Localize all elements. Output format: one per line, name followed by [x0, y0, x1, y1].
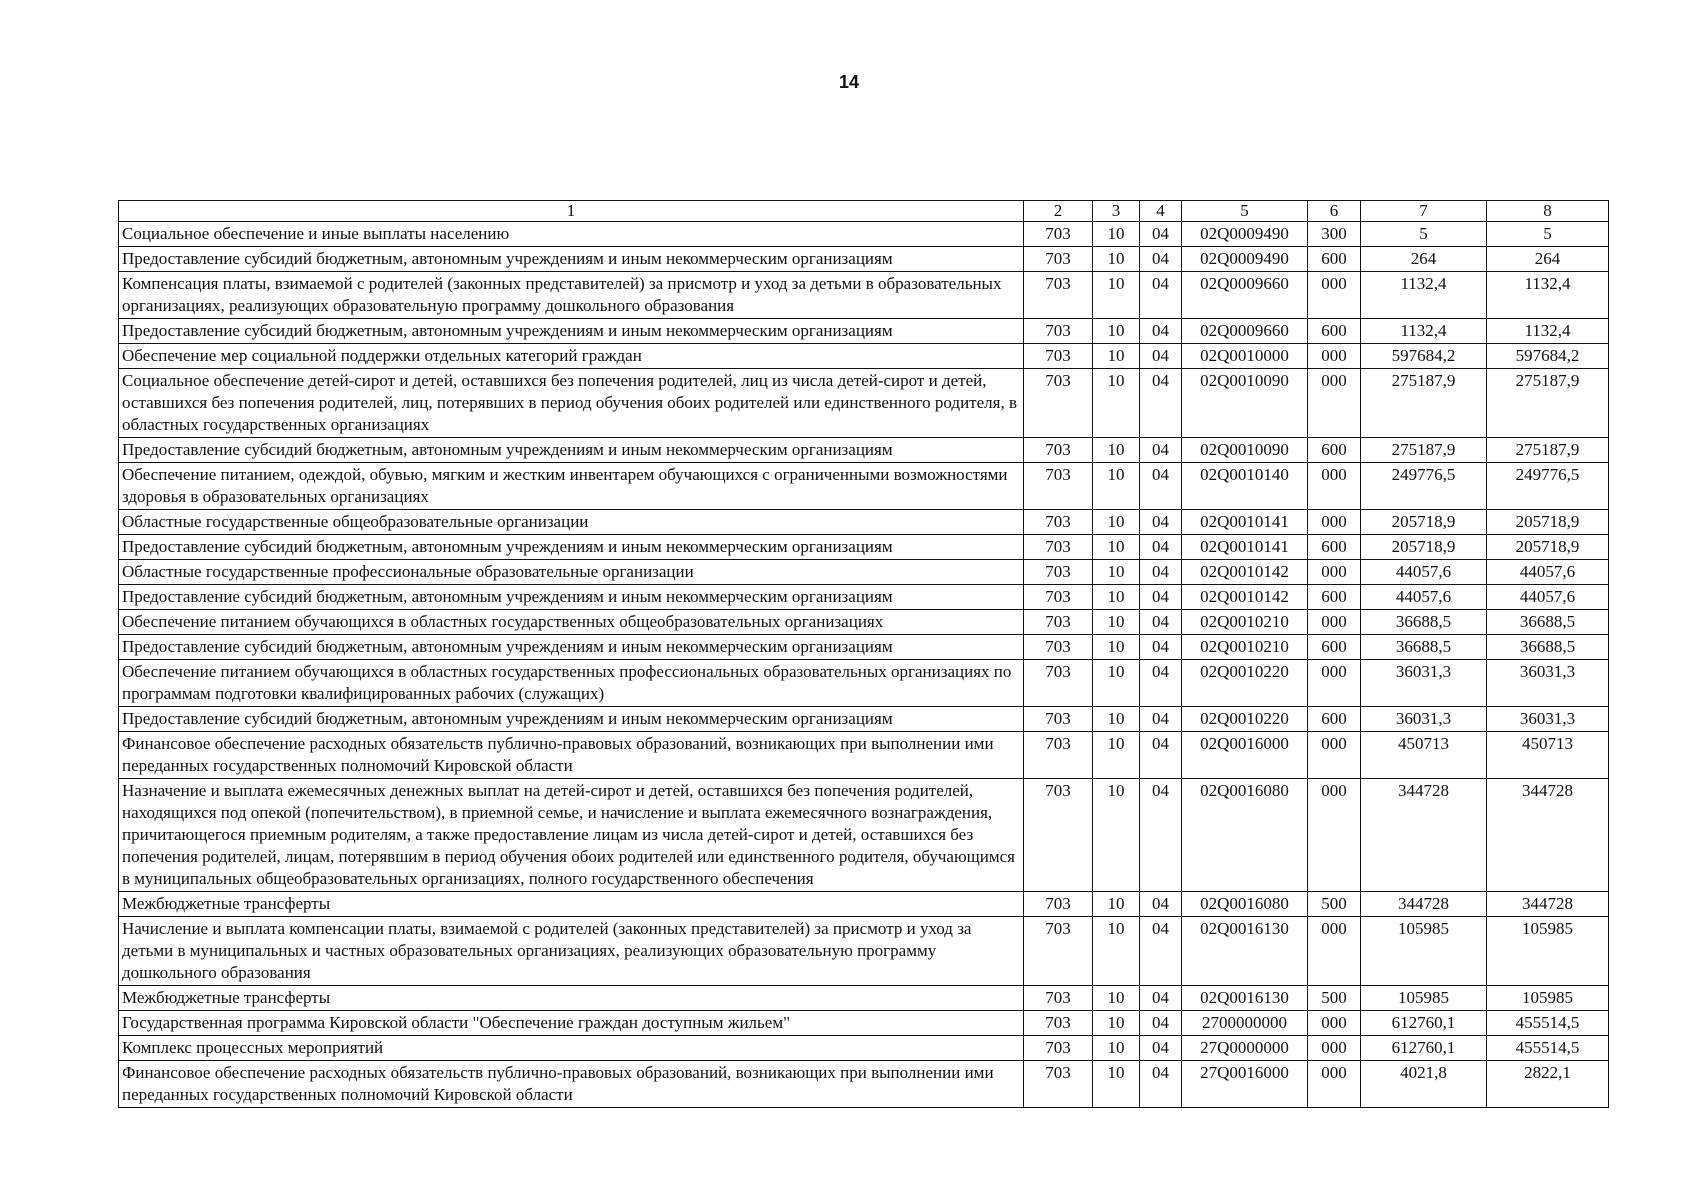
target-cell: 02Q0010220: [1182, 707, 1308, 732]
table-row: [119, 222, 1609, 247]
subsection-cell: 04: [1140, 1036, 1182, 1061]
section-cell: 10: [1093, 779, 1140, 892]
type-cell: 000: [1308, 463, 1361, 510]
type-cell: 000: [1308, 369, 1361, 438]
section-cell: 10: [1093, 510, 1140, 535]
type-cell: 000: [1308, 1061, 1361, 1108]
table-row: [119, 660, 1609, 707]
code-cell: 703: [1024, 610, 1093, 635]
type-cell: 000: [1308, 917, 1361, 986]
type-cell: 600: [1308, 635, 1361, 660]
name-cell: Областные государственные профессиональные образовательные организации: [119, 560, 1024, 585]
amount-cell: 36688,5: [1487, 635, 1609, 660]
subsection-cell: 04: [1140, 1061, 1182, 1108]
name-cell: Финансовое обеспечение расходных обязательств публично-правовых образований, возникающих при выполнении ими переданных государственных полномочий Кировской области: [119, 1061, 1024, 1108]
subsection-cell: 04: [1140, 463, 1182, 510]
name-cell: Обеспечение мер социальной поддержки отдельных категорий граждан: [119, 344, 1024, 369]
section-cell: 10: [1093, 892, 1140, 917]
section-cell: 10: [1093, 222, 1140, 247]
subsection-cell: 04: [1140, 635, 1182, 660]
amount-cell: 597684,2: [1361, 344, 1487, 369]
name-cell: Предоставление субсидий бюджетным, автономным учреждениям и иным некоммерческим организациям: [119, 635, 1024, 660]
amount-cell: 36031,3: [1487, 707, 1609, 732]
name-cell: Межбюджетные трансферты: [119, 986, 1024, 1011]
table-row: [119, 732, 1609, 779]
code-cell: 703: [1024, 1011, 1093, 1036]
amount-cell: 105985: [1487, 986, 1609, 1011]
type-cell: 600: [1308, 247, 1361, 272]
amount-cell: 5: [1487, 222, 1609, 247]
target-cell: 02Q0016080: [1182, 892, 1308, 917]
budget-table: [118, 200, 1609, 1108]
name-cell: Начисление и выплата компенсации платы, взимаемой с родителей (законных представителей) за присмотр и уход за детьми в муниципальных и частных образовательных организациях, реализующих образовательную программу дошкольного образования: [119, 917, 1024, 986]
table-row: [119, 463, 1609, 510]
target-cell: 02Q0009490: [1182, 247, 1308, 272]
amount-cell: 36031,3: [1361, 707, 1487, 732]
amount-cell: 44057,6: [1487, 560, 1609, 585]
type-cell: 000: [1308, 1036, 1361, 1061]
name-cell: Обеспечение питанием обучающихся в областных государственных общеобразовательных организациях: [119, 610, 1024, 635]
target-cell: 02Q0010142: [1182, 560, 1308, 585]
name-cell: Предоставление субсидий бюджетным, автономным учреждениям и иным некоммерческим организациям: [119, 247, 1024, 272]
amount-cell: 205718,9: [1361, 510, 1487, 535]
name-cell: Межбюджетные трансферты: [119, 892, 1024, 917]
name-cell: Назначение и выплата ежемесячных денежных выплат на детей-сирот и детей, оставшихся без попечения родителей, находящихся под опекой (попечительством), в приемной семье, и начисление и выплата ежемесячного вознаграждения, причитающегося приемным родителям, а также предоставление лицам из числа детей-сирот и детей, оставшихся без попечения родителей, лицам, потерявшим в период обучения обоих родителей или единственного родителя, обучающимся в муниципальных общеобразовательных организациях, полного государственного обеспечения: [119, 779, 1024, 892]
header-cell: 6: [1308, 201, 1361, 222]
code-cell: 703: [1024, 732, 1093, 779]
amount-cell: 264: [1361, 247, 1487, 272]
target-cell: 02Q0010210: [1182, 610, 1308, 635]
subsection-cell: 04: [1140, 560, 1182, 585]
target-cell: 02Q0009490: [1182, 222, 1308, 247]
section-cell: 10: [1093, 917, 1140, 986]
subsection-cell: 04: [1140, 438, 1182, 463]
amount-cell: 36031,3: [1487, 660, 1609, 707]
target-cell: 02Q0010141: [1182, 535, 1308, 560]
code-cell: 703: [1024, 369, 1093, 438]
type-cell: 600: [1308, 319, 1361, 344]
table-row: [119, 585, 1609, 610]
section-cell: 10: [1093, 272, 1140, 319]
table-row: [119, 986, 1609, 1011]
amount-cell: 2822,1: [1487, 1061, 1609, 1108]
code-cell: 703: [1024, 247, 1093, 272]
target-cell: 02Q0009660: [1182, 272, 1308, 319]
amount-cell: 1132,4: [1487, 272, 1609, 319]
code-cell: 703: [1024, 1036, 1093, 1061]
type-cell: 600: [1308, 535, 1361, 560]
name-cell: Предоставление субсидий бюджетным, автономным учреждениям и иным некоммерческим организациям: [119, 319, 1024, 344]
subsection-cell: 04: [1140, 732, 1182, 779]
type-cell: 000: [1308, 779, 1361, 892]
amount-cell: 249776,5: [1361, 463, 1487, 510]
code-cell: 703: [1024, 438, 1093, 463]
target-cell: 27Q0016000: [1182, 1061, 1308, 1108]
amount-cell: 36688,5: [1361, 635, 1487, 660]
amount-cell: 344728: [1487, 779, 1609, 892]
subsection-cell: 04: [1140, 660, 1182, 707]
target-cell: 02Q0010210: [1182, 635, 1308, 660]
header-cell: 4: [1140, 201, 1182, 222]
target-cell: 2700000000: [1182, 1011, 1308, 1036]
amount-cell: 5: [1361, 222, 1487, 247]
subsection-cell: 04: [1140, 247, 1182, 272]
name-cell: Предоставление субсидий бюджетным, автономным учреждениям и иным некоммерческим организациям: [119, 585, 1024, 610]
amount-cell: 4021,8: [1361, 1061, 1487, 1108]
amount-cell: 264: [1487, 247, 1609, 272]
section-cell: 10: [1093, 635, 1140, 660]
type-cell: 000: [1308, 344, 1361, 369]
type-cell: 000: [1308, 272, 1361, 319]
name-cell: Государственная программа Кировской области "Обеспечение граждан доступным жильем": [119, 1011, 1024, 1036]
page-number: 14: [838, 72, 860, 92]
target-cell: 02Q0016130: [1182, 917, 1308, 986]
code-cell: 703: [1024, 892, 1093, 917]
amount-cell: 612760,1: [1361, 1036, 1487, 1061]
amount-cell: 344728: [1487, 892, 1609, 917]
subsection-cell: 04: [1140, 779, 1182, 892]
amount-cell: 1132,4: [1361, 319, 1487, 344]
table-row: [119, 560, 1609, 585]
section-cell: 10: [1093, 986, 1140, 1011]
target-cell: 02Q0016080: [1182, 779, 1308, 892]
code-cell: 703: [1024, 635, 1093, 660]
table-row: [119, 1036, 1609, 1061]
type-cell: 500: [1308, 892, 1361, 917]
section-cell: 10: [1093, 247, 1140, 272]
table-row: [119, 319, 1609, 344]
subsection-cell: 04: [1140, 510, 1182, 535]
name-cell: Финансовое обеспечение расходных обязательств публично-правовых образований, возникающих при выполнении ими переданных государственных полномочий Кировской области: [119, 732, 1024, 779]
target-cell: 02Q0010090: [1182, 438, 1308, 463]
amount-cell: 344728: [1361, 892, 1487, 917]
table-row: [119, 779, 1609, 892]
section-cell: 10: [1093, 660, 1140, 707]
header-cell: 3: [1093, 201, 1140, 222]
amount-cell: 275187,9: [1361, 438, 1487, 463]
subsection-cell: 04: [1140, 917, 1182, 986]
target-cell: 02Q0016000: [1182, 732, 1308, 779]
type-cell: 600: [1308, 438, 1361, 463]
name-cell: Предоставление субсидий бюджетным, автономным учреждениям и иным некоммерческим организациям: [119, 535, 1024, 560]
target-cell: 02Q0010141: [1182, 510, 1308, 535]
type-cell: 000: [1308, 560, 1361, 585]
type-cell: 600: [1308, 707, 1361, 732]
name-cell: Социальное обеспечение и иные выплаты населению: [119, 222, 1024, 247]
amount-cell: 105985: [1361, 917, 1487, 986]
name-cell: Социальное обеспечение детей-сирот и детей, оставшихся без попечения родителей, лиц из числа детей-сирот и детей, оставшихся без попечения родителей, лиц, потерявших в период обучения обоих родителей или единственного родителя, в областных государственных организациях: [119, 369, 1024, 438]
name-cell: Предоставление субсидий бюджетным, автономным учреждениям и иным некоммерческим организациям: [119, 707, 1024, 732]
type-cell: 600: [1308, 585, 1361, 610]
amount-cell: 1132,4: [1361, 272, 1487, 319]
section-cell: 10: [1093, 1061, 1140, 1108]
amount-cell: 36031,3: [1361, 660, 1487, 707]
name-cell: Комплекс процессных мероприятий: [119, 1036, 1024, 1061]
target-cell: 02Q0010220: [1182, 660, 1308, 707]
header-cell: 8: [1487, 201, 1609, 222]
target-cell: 02Q0010140: [1182, 463, 1308, 510]
amount-cell: 455514,5: [1487, 1011, 1609, 1036]
code-cell: 703: [1024, 660, 1093, 707]
amount-cell: 44057,6: [1487, 585, 1609, 610]
subsection-cell: 04: [1140, 369, 1182, 438]
section-cell: 10: [1093, 369, 1140, 438]
amount-cell: 36688,5: [1487, 610, 1609, 635]
code-cell: 703: [1024, 535, 1093, 560]
table-row: [119, 535, 1609, 560]
amount-cell: 36688,5: [1361, 610, 1487, 635]
amount-cell: 105985: [1361, 986, 1487, 1011]
name-cell: Областные государственные общеобразовательные организации: [119, 510, 1024, 535]
section-cell: 10: [1093, 463, 1140, 510]
subsection-cell: 04: [1140, 892, 1182, 917]
table-header-row: [119, 201, 1609, 222]
code-cell: 703: [1024, 986, 1093, 1011]
target-cell: 27Q0000000: [1182, 1036, 1308, 1061]
subsection-cell: 04: [1140, 535, 1182, 560]
table-row: [119, 247, 1609, 272]
amount-cell: 205718,9: [1487, 535, 1609, 560]
target-cell: 02Q0010142: [1182, 585, 1308, 610]
table-body: [119, 201, 1609, 1108]
table-row: [119, 892, 1609, 917]
subsection-cell: 04: [1140, 707, 1182, 732]
amount-cell: 455514,5: [1487, 1036, 1609, 1061]
section-cell: 10: [1093, 610, 1140, 635]
amount-cell: 44057,6: [1361, 560, 1487, 585]
subsection-cell: 04: [1140, 222, 1182, 247]
header-cell: 5: [1182, 201, 1308, 222]
header-cell: 2: [1024, 201, 1093, 222]
section-cell: 10: [1093, 732, 1140, 779]
code-cell: 703: [1024, 319, 1093, 344]
code-cell: 703: [1024, 1061, 1093, 1108]
subsection-cell: 04: [1140, 585, 1182, 610]
table-row: [119, 510, 1609, 535]
section-cell: 10: [1093, 438, 1140, 463]
header-cell: 1: [119, 201, 1024, 222]
table-row: [119, 1061, 1609, 1108]
target-cell: 02Q0009660: [1182, 319, 1308, 344]
amount-cell: 1132,4: [1487, 319, 1609, 344]
target-cell: 02Q0010000: [1182, 344, 1308, 369]
table-row: [119, 1011, 1609, 1036]
target-cell: 02Q0016130: [1182, 986, 1308, 1011]
code-cell: 703: [1024, 222, 1093, 247]
amount-cell: 612760,1: [1361, 1011, 1487, 1036]
type-cell: 500: [1308, 986, 1361, 1011]
name-cell: Компенсация платы, взимаемой с родителей (законных представителей) за присмотр и уход за детьми в образовательных организациях, реализующих образовательную программу дошкольного образования: [119, 272, 1024, 319]
amount-cell: 105985: [1487, 917, 1609, 986]
type-cell: 000: [1308, 510, 1361, 535]
section-cell: 10: [1093, 319, 1140, 344]
table-row: [119, 610, 1609, 635]
amount-cell: 44057,6: [1361, 585, 1487, 610]
amount-cell: 275187,9: [1487, 369, 1609, 438]
section-cell: 10: [1093, 560, 1140, 585]
section-cell: 10: [1093, 344, 1140, 369]
amount-cell: 205718,9: [1487, 510, 1609, 535]
code-cell: 703: [1024, 779, 1093, 892]
name-cell: Предоставление субсидий бюджетным, автономным учреждениям и иным некоммерческим организациям: [119, 438, 1024, 463]
table-row: [119, 369, 1609, 438]
type-cell: 300: [1308, 222, 1361, 247]
subsection-cell: 04: [1140, 610, 1182, 635]
name-cell: Обеспечение питанием обучающихся в областных государственных профессиональных образовательных организациях по программам подготовки квалифицированных рабочих (служащих): [119, 660, 1024, 707]
amount-cell: 205718,9: [1361, 535, 1487, 560]
amount-cell: 344728: [1361, 779, 1487, 892]
type-cell: 000: [1308, 660, 1361, 707]
code-cell: 703: [1024, 272, 1093, 319]
table-row: [119, 917, 1609, 986]
amount-cell: 597684,2: [1487, 344, 1609, 369]
name-cell: Обеспечение питанием, одеждой, обувью, мягким и жестким инвентарем обучающихся с ограниченными возможностями здоровья в образовательных организациях: [119, 463, 1024, 510]
amount-cell: 450713: [1361, 732, 1487, 779]
subsection-cell: 04: [1140, 272, 1182, 319]
code-cell: 703: [1024, 344, 1093, 369]
code-cell: 703: [1024, 463, 1093, 510]
subsection-cell: 04: [1140, 986, 1182, 1011]
code-cell: 703: [1024, 585, 1093, 610]
type-cell: 000: [1308, 732, 1361, 779]
target-cell: 02Q0010090: [1182, 369, 1308, 438]
section-cell: 10: [1093, 535, 1140, 560]
subsection-cell: 04: [1140, 344, 1182, 369]
table-row: [119, 272, 1609, 319]
header-cell: 7: [1361, 201, 1487, 222]
table-row: [119, 344, 1609, 369]
code-cell: 703: [1024, 707, 1093, 732]
type-cell: 000: [1308, 610, 1361, 635]
amount-cell: 450713: [1487, 732, 1609, 779]
table-row: [119, 707, 1609, 732]
section-cell: 10: [1093, 1036, 1140, 1061]
subsection-cell: 04: [1140, 319, 1182, 344]
code-cell: 703: [1024, 510, 1093, 535]
amount-cell: 249776,5: [1487, 463, 1609, 510]
subsection-cell: 04: [1140, 1011, 1182, 1036]
table-row: [119, 438, 1609, 463]
section-cell: 10: [1093, 707, 1140, 732]
section-cell: 10: [1093, 585, 1140, 610]
amount-cell: 275187,9: [1361, 369, 1487, 438]
code-cell: 703: [1024, 917, 1093, 986]
table-row: [119, 635, 1609, 660]
section-cell: 10: [1093, 1011, 1140, 1036]
type-cell: 000: [1308, 1011, 1361, 1036]
amount-cell: 275187,9: [1487, 438, 1609, 463]
code-cell: 703: [1024, 560, 1093, 585]
